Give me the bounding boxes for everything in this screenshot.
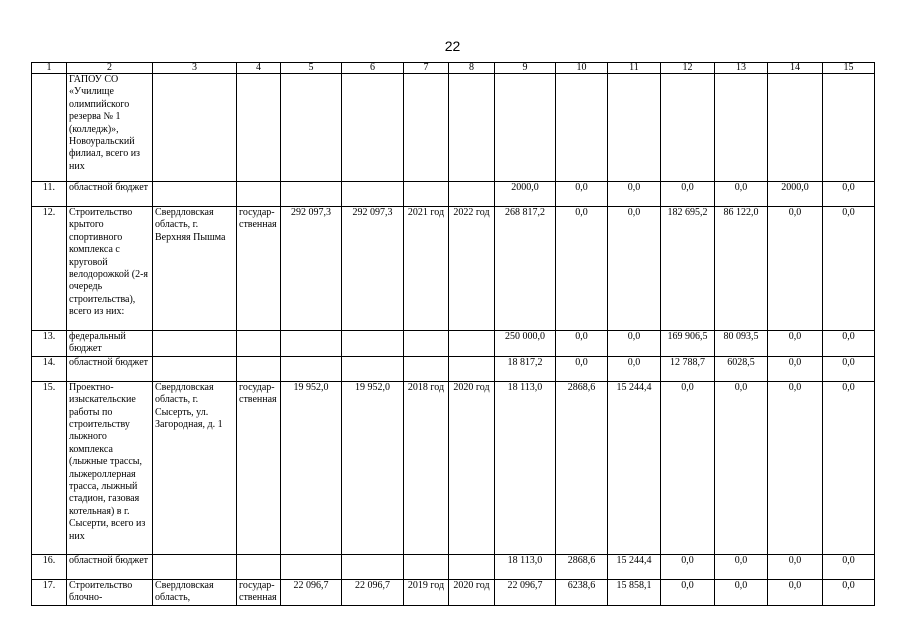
- cell-name: ГАПОУ СО «Училище олимпийского резерва № 1 (колледж)», Новоуральский филиал, всего из них: [67, 74, 153, 182]
- cell-estimated-cost: [281, 331, 342, 357]
- cell-location: [153, 331, 237, 357]
- column-number-cell: 2: [67, 63, 153, 74]
- cell-end-year: [449, 356, 495, 381]
- cell-estimated-cost: [281, 182, 342, 207]
- cell-year3: 0,0: [661, 182, 715, 207]
- cell-total: 22 096,7: [495, 579, 556, 605]
- cell-end-year: 2022 год: [449, 207, 495, 331]
- cell-num: 12.: [32, 207, 67, 331]
- cell-total: 250 000,0: [495, 331, 556, 357]
- cell-year6: [823, 74, 875, 182]
- investment-table: [31, 62, 875, 606]
- cell-year3: 0,0: [661, 579, 715, 605]
- cell-end-year: [449, 74, 495, 182]
- cell-year5: 0,0: [768, 381, 823, 554]
- column-number-cell: 13: [715, 63, 768, 74]
- table-row: [32, 381, 875, 554]
- cell-year2: 0,0: [608, 182, 661, 207]
- cell-year3: 12 788,7: [661, 356, 715, 381]
- cell-year4: 6028,5: [715, 356, 768, 381]
- cell-cost-limit: 19 952,0: [342, 381, 404, 554]
- cell-cost-limit: 292 097,3: [342, 207, 404, 331]
- column-number-cell: 15: [823, 63, 875, 74]
- cell-name: Проектно-изыскательские работы по строительству лыжного комплекса (лыжные трассы, лыжероллерная трасса, лыжный стадион, газовая котельная) в г. Сысерти, всего из них: [67, 381, 153, 554]
- cell-num: [32, 74, 67, 182]
- cell-end-year: [449, 554, 495, 579]
- cell-total: 18 817,2: [495, 356, 556, 381]
- cell-num: 15.: [32, 381, 67, 554]
- cell-year2: 0,0: [608, 331, 661, 357]
- cell-cost-limit: [342, 554, 404, 579]
- cell-end-year: [449, 182, 495, 207]
- cell-start-year: [404, 74, 449, 182]
- cell-estimated-cost: 292 097,3: [281, 207, 342, 331]
- cell-year2: [608, 74, 661, 182]
- cell-year1: 0,0: [556, 207, 608, 331]
- cell-end-year: 2020 год: [449, 579, 495, 605]
- cell-year5: [768, 74, 823, 182]
- table-row: [32, 182, 875, 207]
- cell-year3: [661, 74, 715, 182]
- cell-year2: 0,0: [608, 207, 661, 331]
- cell-name: областной бюджет: [67, 182, 153, 207]
- cell-ownership: государ-ственная: [237, 579, 281, 605]
- cell-year5: 2000,0: [768, 182, 823, 207]
- cell-year2: 15 244,4: [608, 381, 661, 554]
- column-number-cell: 10: [556, 63, 608, 74]
- cell-total: 2000,0: [495, 182, 556, 207]
- cell-cost-limit: [342, 182, 404, 207]
- cell-start-year: [404, 554, 449, 579]
- cell-year1: 2868,6: [556, 554, 608, 579]
- cell-year5: 0,0: [768, 331, 823, 357]
- cell-ownership: [237, 331, 281, 357]
- cell-location: Свердловская область, г. Сысерть, ул. Загородная, д. 1: [153, 381, 237, 554]
- cell-num: 17.: [32, 579, 67, 605]
- cell-year1: 6238,6: [556, 579, 608, 605]
- cell-year4: 0,0: [715, 381, 768, 554]
- column-number-cell: 6: [342, 63, 404, 74]
- table-row: [32, 331, 875, 357]
- cell-num: 14.: [32, 356, 67, 381]
- cell-ownership: [237, 554, 281, 579]
- cell-year4: [715, 74, 768, 182]
- column-number-cell: 4: [237, 63, 281, 74]
- cell-total: 18 113,0: [495, 554, 556, 579]
- cell-year1: 0,0: [556, 182, 608, 207]
- cell-year1: 0,0: [556, 331, 608, 357]
- cell-year3: 182 695,2: [661, 207, 715, 331]
- cell-location: Свердловская область, г. Верхняя Пышма: [153, 207, 237, 331]
- cell-start-year: 2018 год: [404, 381, 449, 554]
- column-number-cell: 9: [495, 63, 556, 74]
- cell-name: областной бюджет: [67, 554, 153, 579]
- cell-name: Строительство крытого спортивного комплекса с круговой велодорожкой (2-я очередь строительства), всего из них:: [67, 207, 153, 331]
- cell-year4: 86 122,0: [715, 207, 768, 331]
- table-row: [32, 554, 875, 579]
- cell-ownership: государ-ственная: [237, 207, 281, 331]
- column-number-cell: 12: [661, 63, 715, 74]
- cell-year5: 0,0: [768, 356, 823, 381]
- cell-ownership: [237, 74, 281, 182]
- cell-name: федеральный бюджет: [67, 331, 153, 357]
- cell-start-year: [404, 182, 449, 207]
- cell-location: Свердловская область,: [153, 579, 237, 605]
- cell-location: [153, 554, 237, 579]
- cell-total: 18 113,0: [495, 381, 556, 554]
- cell-year1: 2868,6: [556, 381, 608, 554]
- cell-year4: 0,0: [715, 579, 768, 605]
- cell-start-year: 2021 год: [404, 207, 449, 331]
- cell-ownership: [237, 182, 281, 207]
- cell-year3: 169 906,5: [661, 331, 715, 357]
- cell-end-year: [449, 331, 495, 357]
- cell-name: областной бюджет: [67, 356, 153, 381]
- table-row: [32, 579, 875, 605]
- cell-year5: 0,0: [768, 554, 823, 579]
- column-number-cell: 8: [449, 63, 495, 74]
- cell-estimated-cost: 19 952,0: [281, 381, 342, 554]
- cell-year1: [556, 74, 608, 182]
- cell-location: [153, 74, 237, 182]
- cell-location: [153, 356, 237, 381]
- cell-total: 268 817,2: [495, 207, 556, 331]
- cell-year3: 0,0: [661, 554, 715, 579]
- cell-year6: 0,0: [823, 182, 875, 207]
- column-number-cell: 3: [153, 63, 237, 74]
- page-number: 22: [444, 38, 461, 54]
- cell-location: [153, 182, 237, 207]
- column-number-cell: 1: [32, 63, 67, 74]
- table-row: [32, 356, 875, 381]
- cell-name: Строительство блочно-: [67, 579, 153, 605]
- cell-ownership: государ-ственная: [237, 381, 281, 554]
- cell-cost-limit: 22 096,7: [342, 579, 404, 605]
- cell-year4: 0,0: [715, 182, 768, 207]
- cell-estimated-cost: [281, 74, 342, 182]
- cell-year5: 0,0: [768, 579, 823, 605]
- cell-year3: 0,0: [661, 381, 715, 554]
- cell-year6: 0,0: [823, 554, 875, 579]
- cell-year1: 0,0: [556, 356, 608, 381]
- column-number-cell: 7: [404, 63, 449, 74]
- table-row: [32, 207, 875, 331]
- cell-num: 13.: [32, 331, 67, 357]
- cell-year6: 0,0: [823, 331, 875, 357]
- cell-year2: 0,0: [608, 356, 661, 381]
- cell-num: 16.: [32, 554, 67, 579]
- cell-estimated-cost: [281, 356, 342, 381]
- cell-cost-limit: [342, 74, 404, 182]
- cell-year4: 80 093,5: [715, 331, 768, 357]
- table-row: [32, 74, 875, 182]
- column-number-cell: 5: [281, 63, 342, 74]
- cell-estimated-cost: [281, 554, 342, 579]
- cell-year5: 0,0: [768, 207, 823, 331]
- cell-cost-limit: [342, 356, 404, 381]
- cell-num: 11.: [32, 182, 67, 207]
- column-number-cell: 14: [768, 63, 823, 74]
- cell-start-year: [404, 331, 449, 357]
- cell-year4: 0,0: [715, 554, 768, 579]
- column-number-row: [32, 63, 875, 74]
- cell-start-year: [404, 356, 449, 381]
- cell-estimated-cost: 22 096,7: [281, 579, 342, 605]
- cell-end-year: 2020 год: [449, 381, 495, 554]
- cell-start-year: 2019 год: [404, 579, 449, 605]
- column-number-cell: 11: [608, 63, 661, 74]
- cell-cost-limit: [342, 331, 404, 357]
- cell-ownership: [237, 356, 281, 381]
- cell-year6: 0,0: [823, 381, 875, 554]
- cell-year6: 0,0: [823, 207, 875, 331]
- cell-total: [495, 74, 556, 182]
- cell-year6: 0,0: [823, 579, 875, 605]
- cell-year2: 15 244,4: [608, 554, 661, 579]
- cell-year2: 15 858,1: [608, 579, 661, 605]
- cell-year6: 0,0: [823, 356, 875, 381]
